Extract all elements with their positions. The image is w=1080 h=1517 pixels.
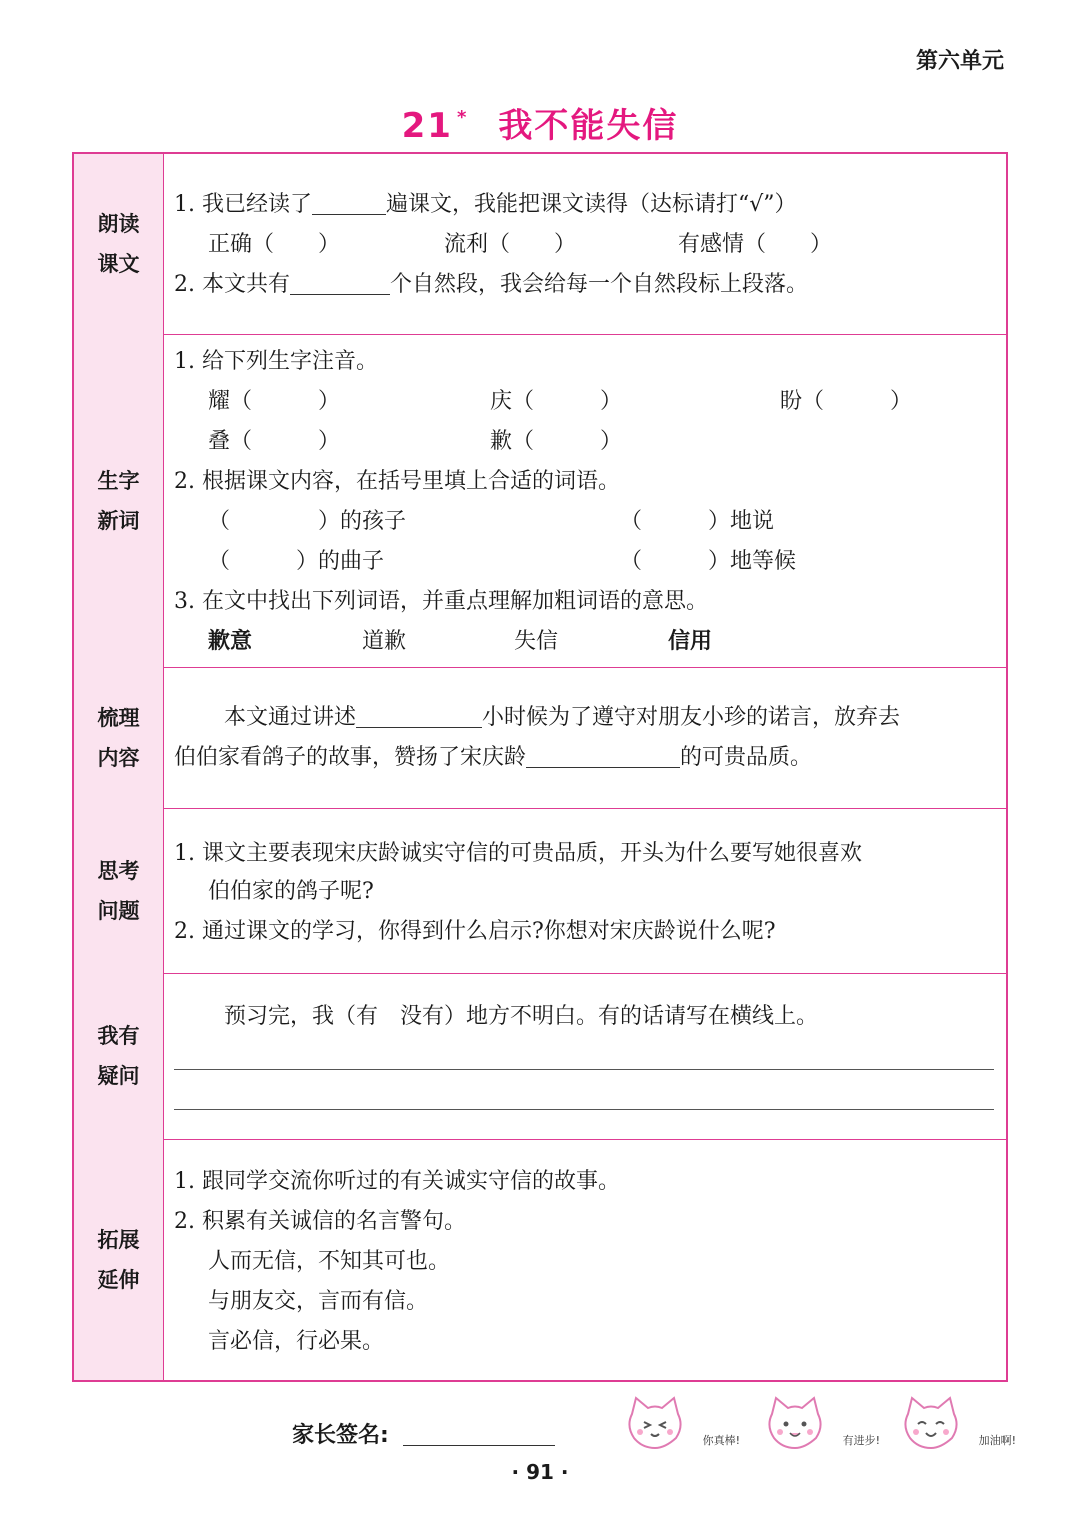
signature-label: 家长签名: — [292, 1423, 389, 1448]
reading-q2: 2. 本文共有 个自然段，我会给每一个自然段标上段落。 — [174, 272, 808, 297]
reading-q1: 1. 我已经读了 遍课文，我能把课文读得（达标请打“√”） — [174, 192, 797, 217]
section-label: 思考 问题 — [74, 808, 164, 973]
unit-label: 第六单元 — [915, 49, 1004, 74]
section-extend — [74, 1139, 1006, 1380]
sticker-progress — [760, 1392, 880, 1456]
page-number: · 91 · — [511, 1460, 569, 1484]
vocab-word: 失信 — [514, 629, 559, 654]
section-label: 生字 新词 — [74, 334, 164, 667]
section-label: 朗读 课文 — [74, 154, 164, 334]
reading-option-correct[interactable]: 正确（ ） — [208, 232, 341, 257]
sticker-caption: 有进步! — [842, 1434, 880, 1447]
cat-face-icon — [896, 1392, 966, 1452]
words-q2: 2. 根据课文内容，在括号里填上合适的词语。 — [174, 469, 620, 494]
lesson-title — [0, 98, 1080, 147]
cat-face-icon — [760, 1392, 830, 1452]
fill-word-blank[interactable]: （ ）地等候 — [620, 549, 797, 574]
lesson-number: 21 * — [401, 106, 469, 146]
extend-q1: 1. 跟同学交流你听过的有关诚实守信的故事。 — [174, 1169, 620, 1194]
summary-line-2: 伯伯家看鸽子的故事，赞扬了宋庆龄 的可贵品质。 — [174, 745, 813, 770]
section-label: 拓展 延伸 — [74, 1139, 164, 1380]
section-label: 梳理 内容 — [74, 667, 164, 808]
pinyin-blank[interactable]: 庆（ ） — [490, 389, 623, 414]
sticker-caption: 你真棒! — [702, 1434, 740, 1447]
think-q1: 1. 课文主要表现宋庆龄诚实守信的可贵品质，开头为什么要写她很喜欢 — [174, 841, 862, 866]
cat-face-icon — [620, 1392, 690, 1452]
parent-signature — [292, 1418, 555, 1449]
vocab-word-bold: 歉意 — [208, 629, 253, 654]
vocab-word: 道歉 — [362, 629, 407, 654]
quote: 言必信，行必果。 — [208, 1329, 385, 1354]
vocab-word-bold: 信用 — [668, 629, 713, 654]
signature-field[interactable] — [403, 1421, 555, 1446]
quote: 人而无信，不知其可也。 — [208, 1249, 451, 1274]
section-words — [74, 334, 1006, 668]
worksheet-table — [72, 152, 1008, 1382]
section-questions — [74, 973, 1006, 1140]
pinyin-blank[interactable]: 盼（ ） — [780, 389, 913, 414]
pinyin-blank[interactable]: 叠（ ） — [208, 429, 341, 454]
answer-line[interactable] — [174, 1109, 994, 1110]
paragraph-count-blank[interactable] — [290, 270, 390, 295]
pinyin-blank[interactable]: 耀（ ） — [208, 389, 341, 414]
fill-word-blank[interactable]: （ ）的曲子 — [208, 549, 385, 574]
optional-lesson-mark: * — [456, 107, 469, 128]
think-q1-cont: 伯伯家的鸽子呢? — [208, 879, 374, 904]
section-label: 我有 疑问 — [74, 973, 164, 1139]
reading-option-fluent[interactable]: 流利（ ） — [444, 232, 577, 257]
words-q1: 1. 给下列生字注音。 — [174, 349, 378, 374]
fill-word-blank[interactable]: （ ）的孩子 — [208, 509, 407, 534]
person-blank[interactable] — [356, 703, 482, 728]
section-reading — [74, 154, 1006, 335]
sticker-caption: 加油啊! — [978, 1434, 1016, 1447]
pinyin-blank[interactable]: 歉（ ） — [490, 429, 623, 454]
quality-blank[interactable] — [526, 743, 680, 768]
section-think — [74, 808, 1006, 974]
lesson-name: 我不能失信 — [498, 106, 679, 146]
extend-q2: 2. 积累有关诚信的名言警句。 — [174, 1209, 466, 1234]
answer-line[interactable] — [174, 1069, 994, 1070]
sticker-great — [620, 1392, 740, 1456]
think-q2: 2. 通过课文的学习，你得到什么启示?你想对宋庆龄说什么呢? — [174, 919, 776, 944]
quote: 与朋友交，言而有信。 — [208, 1289, 429, 1314]
section-summary — [74, 667, 1006, 809]
questions-prompt: 预习完，我（有 没有）地方不明白。有的话请写在横线上。 — [224, 1004, 819, 1029]
summary-line-1: 本文通过讲述 小时候为了遵守对朋友小珍的诺言，放弃去 — [224, 705, 901, 730]
words-q3: 3. 在文中找出下列词语，并重点理解加粗词语的意思。 — [174, 589, 708, 614]
times-read-blank[interactable] — [312, 190, 386, 215]
reading-option-emotion[interactable]: 有感情（ ） — [678, 232, 833, 257]
sticker-cheer — [896, 1392, 1016, 1456]
fill-word-blank[interactable]: （ ）地说 — [620, 509, 775, 534]
